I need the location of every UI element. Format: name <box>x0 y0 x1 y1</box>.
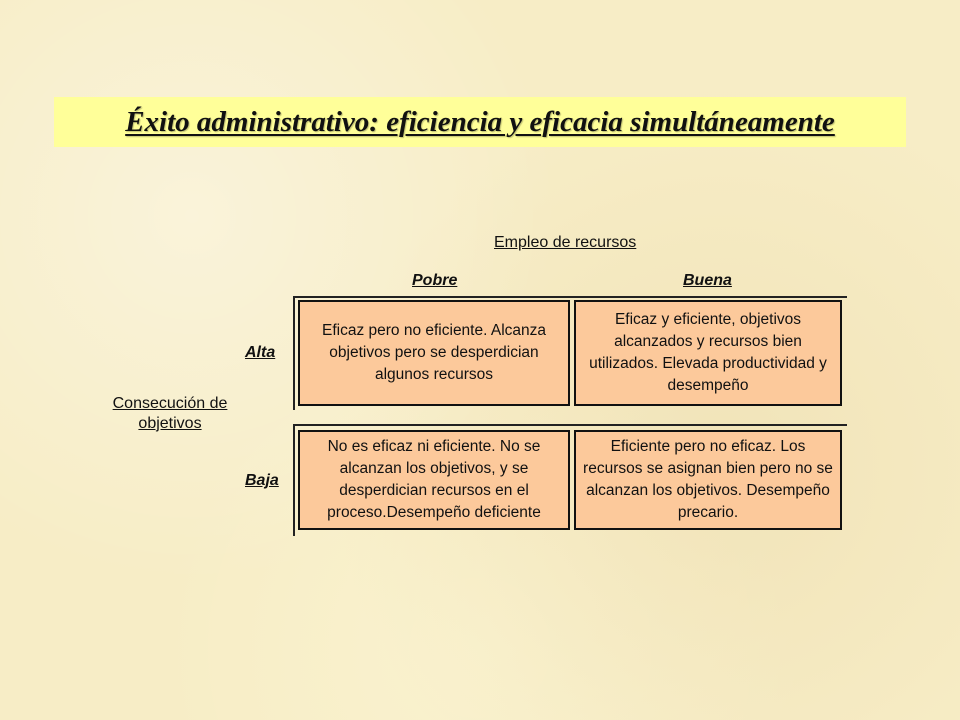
cell-alta-buena-text: Eficaz y eficiente, objetivos alcanzados y recursos bien utilizados. Elevada productividad y desempeño <box>589 311 827 394</box>
cell-baja-pobre <box>298 430 570 530</box>
cell-alta-pobre <box>298 300 570 406</box>
title-bar <box>54 97 906 147</box>
cell-alta-buena <box>574 300 842 406</box>
row-header-baja: Baja <box>245 472 279 489</box>
cell-baja-buena-text: Eficiente pero no eficaz. Los recursos se asignan bien pero no se alcanzan los objetivos. Desempeño precario. <box>583 438 833 521</box>
cell-baja-buena <box>574 430 842 530</box>
row-header-alta: Alta <box>245 344 276 361</box>
slide-title: Éxito administrativo: eficiencia y eficacia simultáneamente <box>125 105 835 138</box>
column-header-buena: Buena <box>683 272 732 289</box>
column-axis-label: Empleo de recursos <box>494 234 637 251</box>
row-axis-label: Consecución de objetivos <box>112 395 228 432</box>
cell-baja-pobre-text: No es eficaz ni eficiente. No se alcanzan los objetivos, y se desperdician recursos en el proceso.Desempeño deficiente <box>327 438 541 521</box>
column-header-pobre: Pobre <box>412 272 458 289</box>
cell-alta-pobre-text: Eficaz pero no eficiente. Alcanza objetivos pero se desperdician algunos recursos <box>321 322 547 383</box>
